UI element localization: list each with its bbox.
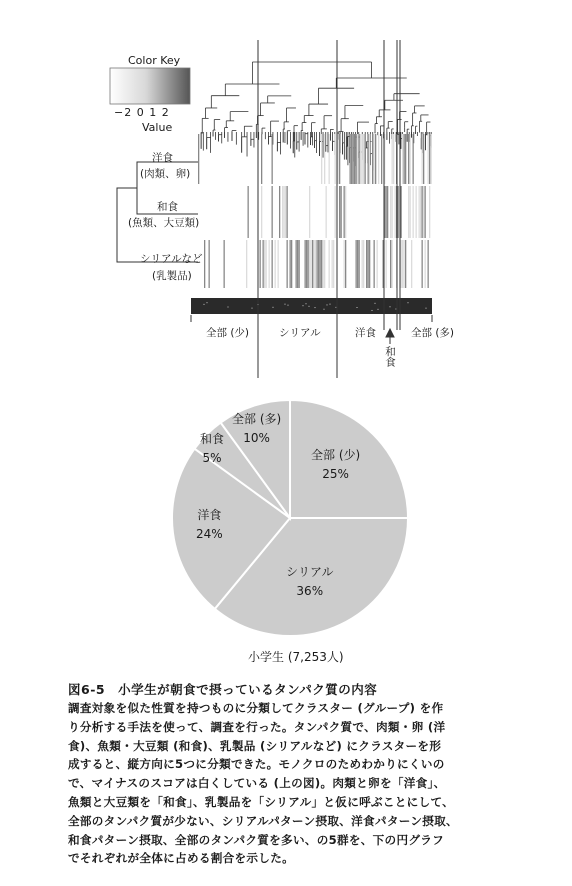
heatmap-cell: [356, 134, 357, 184]
heatmap-cell: [326, 304, 328, 305]
heatmap-cell: [393, 134, 394, 184]
heatmap-cell: [362, 134, 363, 184]
caption-line: り分析する手法を使って、調査を行った。タンパク質で、肉類・卵 (洋: [68, 719, 446, 734]
heatmap-cell: [287, 305, 289, 306]
heatmap-cell: [374, 303, 376, 304]
heatmap-cell: [324, 240, 325, 288]
heatmap-cell: [428, 134, 429, 184]
pie-label-all-low-pct: 25%: [322, 467, 349, 481]
heatmap-cell: [368, 134, 369, 184]
caption-line: 食)、魚類・大豆類 (和食)、乳製品 (シリアルなど) にクラスターを形: [68, 738, 442, 753]
heatmap-cell: [362, 240, 363, 288]
heatmap-cell: [401, 186, 402, 238]
heatmap-cell: [369, 240, 370, 288]
figure-caption: [68, 699, 508, 868]
heatmap-cell: [287, 240, 288, 288]
heatmap-cell: [315, 240, 316, 288]
heatmap-cell: [356, 240, 357, 288]
heatmap-cell: [422, 134, 423, 184]
heatmap-cell: [374, 134, 375, 184]
heatmap-cell: [354, 134, 355, 184]
heatmap-cell: [269, 240, 270, 288]
color-key-gradient: [110, 68, 190, 104]
caption-line: でそれぞれが全体に占める割合を示した。: [68, 851, 294, 866]
heatmap-cell: [204, 240, 205, 288]
heatmap-summary-band: [191, 298, 432, 314]
pie-label-western-name: 洋食: [197, 508, 222, 522]
heatmap-cell: [329, 240, 330, 288]
heatmap-cell: [408, 186, 409, 238]
heatmap-cell: [425, 240, 426, 288]
heatmap-cell: [422, 186, 423, 238]
color-key-title: Color Key: [128, 54, 181, 67]
heatmap-cell: [392, 240, 393, 288]
heatmap-cell: [395, 186, 396, 238]
heatmap-cell: [246, 240, 247, 288]
heatmap-cell: [314, 307, 316, 308]
heatmap-cell: [387, 186, 388, 238]
heatmap-cell: [359, 240, 360, 288]
heatmap-cell: [323, 309, 325, 310]
heatmap-cell: [425, 308, 427, 309]
heatmap-cell: [278, 240, 279, 288]
cluster-label-japanese: 和食: [384, 346, 396, 367]
heatmap-cell: [428, 240, 429, 288]
heatmap-cell: [308, 306, 310, 307]
heatmap-cell: [251, 308, 253, 309]
heatmap-cell: [261, 134, 262, 184]
cluster-label-all-high: 全部 (多): [411, 327, 455, 339]
caption-line: で、マイナスのスコアは白くしている (上の図)。肉類と卵を「洋食」、: [68, 776, 446, 791]
pie-label-cereal-name: シリアル: [286, 565, 334, 579]
heatmap-cell: [422, 240, 423, 288]
heatmap-cell: [405, 240, 406, 288]
heatmap-cell: [431, 134, 432, 184]
heatmap-cell: [375, 134, 376, 184]
heatmap-cell: [363, 134, 364, 184]
color-key-ticks: −2 0 1 2: [114, 106, 170, 119]
heatmap-cell: [260, 240, 261, 288]
heatmap-cell: [404, 134, 405, 184]
heatmap-cell: [321, 134, 322, 184]
heatmap-cell: [339, 134, 340, 184]
heatmap-cell: [198, 134, 199, 184]
heatmap-cell: [272, 240, 273, 288]
heatmap-cell: [317, 240, 318, 288]
heatmap-cell: [266, 240, 267, 288]
heatmap-cell: [389, 306, 391, 307]
heatmap-cell: [423, 186, 424, 238]
heatmap-cell: [305, 303, 307, 304]
heatmap-cell: [366, 240, 367, 288]
heatmap-cell: [302, 305, 304, 306]
heatmap-cell: [429, 134, 430, 184]
pie-label-japanese-name: 和食: [200, 432, 225, 446]
row-label-cereal: シリアルなど: [140, 253, 203, 265]
heatmap-cell: [203, 304, 205, 305]
heatmap-cell: [227, 306, 229, 307]
pie-label-all-low: [311, 446, 360, 484]
caption-line: 和食パターン摂取、全部のタンパク質を多い、の5群を、下の円グラフ: [68, 832, 445, 847]
pie-title: 小学生 (7,253人): [248, 650, 344, 664]
caption-line: 全部のタンパク質が少ない、シリアルパターン摂取、洋食パターン摂取、: [68, 813, 458, 828]
color-key-xlabel: Value: [142, 121, 173, 134]
heatmap-cell: [356, 307, 358, 308]
heatmap-cell: [408, 134, 409, 184]
heatmap-cell: [285, 186, 286, 238]
heatmap-cell: [332, 240, 333, 288]
row-label-western: 洋食: [152, 152, 173, 164]
heatmap-cell: [320, 240, 321, 288]
cluster-brackets: [191, 315, 432, 322]
heatmap-cell: [345, 186, 346, 238]
heatmap-cell: [261, 186, 262, 238]
heatmap-cell: [377, 240, 378, 288]
heatmap-cell: [410, 186, 411, 238]
heatmap-cell: [372, 134, 373, 184]
heatmap-cell: [411, 240, 412, 288]
heatmap-cell: [425, 186, 426, 238]
cluster-label-western: 洋食: [355, 327, 376, 339]
heatmap-cell: [248, 186, 249, 238]
heatmap-cell: [360, 134, 361, 184]
heatmap-cell: [413, 186, 414, 238]
heatmap-cell: [272, 307, 274, 308]
heatmap-cell: [404, 240, 405, 288]
heatmap-cell: [308, 240, 309, 288]
pie-label-all-high-name: 全部 (多): [232, 412, 282, 426]
heatmap-cell: [282, 186, 283, 238]
heatmap-cells: [191, 134, 432, 314]
heatmap-cell: [291, 240, 292, 288]
heatmap-cell: [296, 240, 297, 288]
heatmap-cell: [392, 186, 393, 238]
heatmap-cell: [290, 240, 291, 288]
heatmap-cell: [419, 186, 420, 238]
heatmap-cell: [341, 186, 342, 238]
heatmap-cell: [374, 240, 375, 288]
heatmap-cell: [365, 134, 366, 184]
heatmap-cell: [378, 134, 379, 184]
heatmap-cell: [263, 240, 264, 288]
heatmap-cell: [206, 302, 208, 303]
caption-line: 調査対象を似た性質を持つものに分類してクラスター (グループ) を作: [68, 701, 444, 715]
caption-line: 成すると、縦方向に5つに分類できた。モノクロのためわかりにくいの: [68, 757, 445, 772]
row-label-japanese: 和食: [157, 201, 178, 213]
pie-label-cereal: [286, 563, 334, 601]
heatmap-cell: [359, 134, 360, 184]
heatmap-cell: [405, 134, 406, 184]
heatmap-cell: [369, 134, 370, 184]
heatmap-cell: [390, 240, 391, 288]
heatmap-cell: [402, 240, 403, 288]
pie-label-all-high: [232, 410, 281, 448]
pie-label-cereal-pct: 36%: [296, 584, 324, 598]
heatmap-cell: [429, 186, 430, 238]
caption-line: 魚類と大豆類を「和食」、乳製品を「シリアル」と仮に呼ぶことにして、: [68, 794, 454, 809]
row-sublabel-cereal: (乳製品): [152, 270, 192, 282]
heatmap-cell: [323, 240, 324, 288]
heatmap-cell: [272, 186, 273, 238]
heatmap-cell: [311, 240, 312, 288]
heatmap-cell: [353, 134, 354, 184]
heatmap-cell: [309, 186, 310, 238]
heatmap-cell: [209, 240, 210, 288]
heatmap-cell: [279, 186, 280, 238]
heatmap-cell: [350, 134, 351, 184]
heatmap-cell: [264, 240, 265, 288]
figure-title: 図6-5 小学生が朝食で摂っているタンパク質の内容: [68, 682, 378, 697]
heatmap-cell: [335, 134, 336, 184]
heatmap-cell: [377, 309, 379, 310]
heatmap-cell: [345, 240, 346, 288]
pie-label-japanese: [200, 430, 224, 468]
heatmap-cell: [363, 240, 364, 288]
cluster-label-cereal: シリアル: [279, 327, 321, 339]
heatmap-cell: [306, 240, 307, 288]
row-sublabel-western: (肉類、卵): [140, 168, 191, 180]
heatmap-cell: [318, 240, 319, 288]
heatmap-cell: [344, 186, 345, 238]
pie-label-western: [196, 506, 223, 544]
pie-label-all-low-name: 全部 (少): [311, 448, 361, 462]
heatmap-cell: [339, 186, 340, 238]
heatmap-cell: [299, 240, 300, 288]
heatmap-cell: [321, 240, 322, 288]
heatmap-cell: [314, 240, 315, 288]
heatmap-cell: [401, 240, 402, 288]
heatmap-cell: [224, 240, 225, 288]
heatmap-cell: [381, 134, 382, 184]
heatmap-cell: [329, 134, 330, 184]
heatmap-cell: [357, 240, 358, 288]
heatmap-cell: [324, 134, 325, 184]
cluster-heatmap: [0, 0, 572, 380]
heatmap-cell: [357, 134, 358, 184]
pie-label-japanese-pct: 5%: [202, 451, 222, 465]
heatmap-cell: [287, 186, 288, 238]
pie-label-western-pct: 24%: [196, 527, 223, 541]
row-sublabel-japanese: (魚類、大豆類): [128, 217, 200, 229]
heatmap-cell: [371, 310, 373, 311]
cluster-label-all-low: 全部 (少): [206, 327, 250, 339]
wasyoku-arrow: [386, 329, 394, 344]
heatmap-cell: [309, 240, 310, 288]
pie-label-all-high-pct: 10%: [243, 431, 270, 445]
heatmap-cell: [398, 186, 399, 238]
heatmap-cell: [351, 134, 352, 184]
heatmap-cell: [338, 134, 339, 184]
heatmap-cell: [284, 186, 285, 238]
heatmap-cell: [386, 186, 387, 238]
heatmap-cell: [420, 186, 421, 238]
heatmap-cell: [333, 240, 334, 288]
heatmap-cell: [423, 134, 424, 184]
heatmap-cell: [386, 240, 387, 288]
heatmap-cell: [335, 186, 336, 238]
heatmap-cell: [410, 134, 411, 184]
heatmap-cell: [392, 134, 393, 184]
heatmap-cell: [275, 240, 276, 288]
heatmap-cell: [312, 240, 313, 288]
heatmap-cell: [272, 134, 273, 184]
heatmap-cell: [326, 186, 327, 238]
heatmap-cell: [416, 186, 417, 238]
heatmap-cell: [407, 302, 409, 303]
heatmap-cell: [390, 186, 391, 238]
heatmap-cell: [368, 240, 369, 288]
heatmap-cell: [284, 304, 286, 305]
heatmap-cell: [402, 134, 403, 184]
heatmap-cell: [297, 240, 298, 288]
heatmap-cell: [413, 134, 414, 184]
heatmap-cell: [305, 240, 306, 288]
heatmap-cell: [344, 240, 345, 288]
heatmap-cell: [329, 304, 331, 305]
